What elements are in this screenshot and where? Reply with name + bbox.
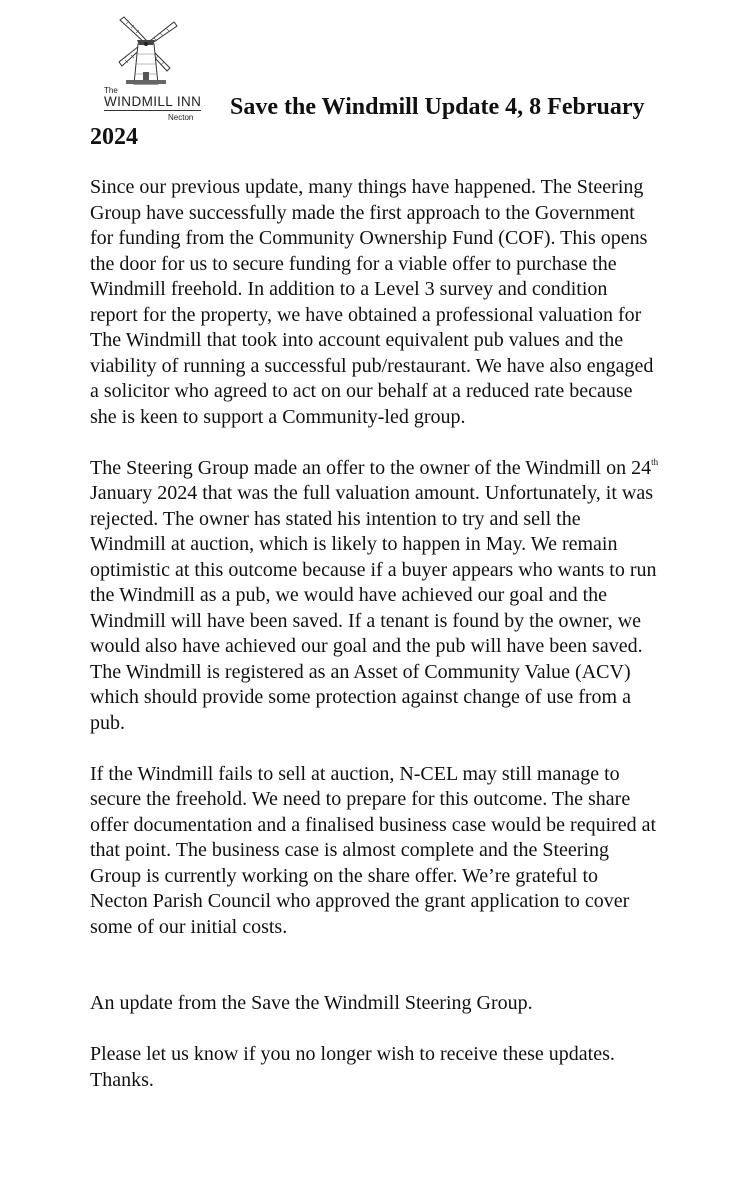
paragraph-unsubscribe: Please let us know if you no longer wish to receive these updates. Thanks.: [90, 1043, 615, 1091]
letter-body: [90, 175, 660, 1093]
paragraph-auction: If the Windmill fails to sell at auction, N-CEL may still manage to secure the freehold. We need to prepare for this outcome. The share offer documentation and a finalised business case would be required at that point. The business case is almost complete and the Steering Group is currently working on the share offer. We’re grateful to Necton Parish Council who approved the grant application to cover some of our initial costs.: [90, 762, 657, 938]
paragraph-offer-start: The Steering Group made an offer to the owner of the Windmill on 24: [90, 456, 652, 479]
logo-place: Necton: [168, 113, 194, 122]
paragraph-offer-rest: January 2024 that was the full valuation amount. Unfortunately, it was rejected. The owner has stated his intention to try and sell the Windmill at auction, which is likely to happen in May. We remain optimistic at this outcome because if a buyer appears who wants to run the Windmill as a pub, we would have achieved our goal and the Windmill will have been saved. If a tenant is found by the owner, we would also have achieved our goal and the pub will have been saved. The Windmill is registered as an Asset of Community Value (ACV) which should provide some protection against change of use from a pub.: [90, 482, 657, 734]
paragraph-signoff: An update from the Save the Windmill Steering Group.: [90, 992, 533, 1014]
logo-name: WINDMILL INN: [104, 94, 202, 109]
logo-the: The: [104, 86, 118, 95]
paragraph-offer: [90, 456, 660, 737]
page-title: Save the Windmill Update 4, 8 February 2024: [90, 94, 645, 150]
ordinal-suffix: th: [651, 456, 659, 467]
windmill-icon: [110, 14, 182, 86]
paragraph-progress: Since our previous update, many things have happened. The Steering Group have successfully made the first approach to the Government for funding from the Community Ownership Fund (COF). This opens the door for us to secure funding for a viable offer to purchase the Windmill freehold. In addition to a Level 3 survey and condition report for the property, we have obtained a professional valuation for The Windmill that took into account equivalent pub values and the viability of running a successful pub/restaurant. We have also engaged a solicitor who agreed to act on our behalf at a reduced rate because she is keen to support a Community-led group.: [90, 176, 654, 428]
